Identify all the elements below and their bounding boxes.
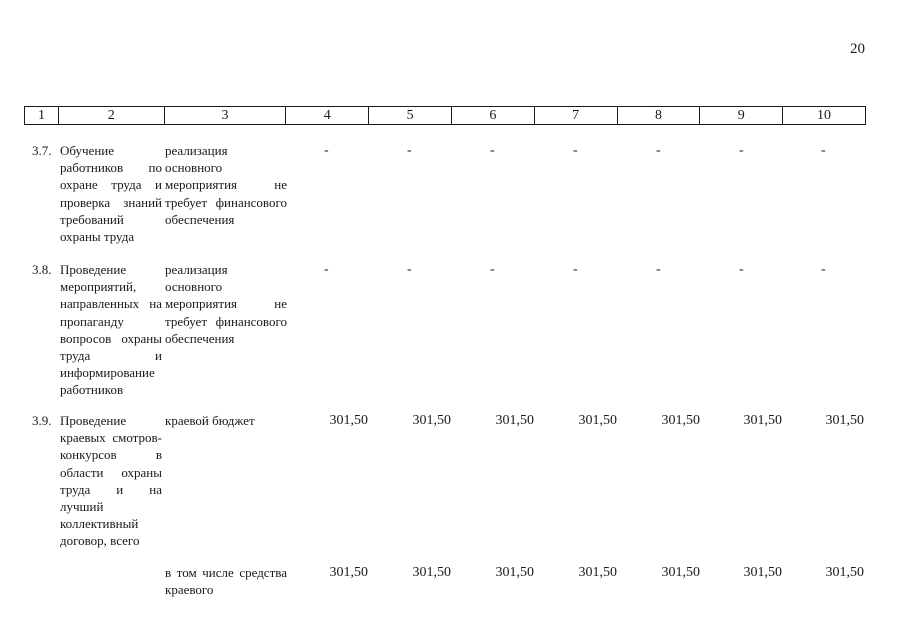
row-funding-source: краевой бюджет: [165, 413, 255, 428]
row-number: 3.8.: [32, 262, 52, 277]
value-col-6: -: [490, 143, 495, 158]
value-col-6: 301,50: [495, 565, 534, 580]
value-col-7: -: [573, 262, 578, 277]
value-col-8: -: [656, 262, 661, 277]
value-col-10: 301,50: [825, 565, 864, 580]
row-funding-source: в том числе средства краевого: [165, 565, 287, 598]
value-col-7: 301,50: [578, 565, 617, 580]
header-cell-9: 9: [700, 107, 783, 124]
header-cell-4: 4: [286, 107, 369, 124]
value-col-4: 301,50: [329, 565, 368, 580]
row-activity-name: Проведение краевых смотров-конкурсов в области охраны труда и на лучший коллективный договор, всего: [60, 413, 162, 549]
value-col-5: -: [407, 143, 412, 158]
value-col-10: -: [821, 262, 826, 277]
header-cell-2: 2: [59, 107, 165, 124]
header-cell-8: 8: [618, 107, 701, 124]
header-cell-10: 10: [817, 108, 832, 123]
value-col-5: -: [407, 262, 412, 277]
header-cell-7: 7: [535, 107, 618, 124]
value-col-8: 301,50: [661, 565, 700, 580]
value-col-5: 301,50: [412, 413, 451, 428]
value-col-6: -: [490, 262, 495, 277]
row-funding-source: реализация основного мероприятия не требует финансового обеспечения: [165, 262, 287, 346]
row-funding-source: реализация основного мероприятия не требует финансового обеспечения: [165, 143, 287, 227]
value-col-10: 301,50: [825, 413, 864, 428]
value-col-9: -: [739, 262, 744, 277]
value-col-7: -: [573, 143, 578, 158]
value-col-9: 301,50: [743, 565, 782, 580]
header-cell-1: 1: [25, 107, 59, 124]
table-header-row: [24, 106, 866, 125]
value-col-8: 301,50: [661, 413, 700, 428]
value-col-6: 301,50: [495, 413, 534, 428]
value-col-5: 301,50: [412, 565, 451, 580]
page-number: 20: [850, 41, 865, 57]
value-col-4: -: [324, 262, 329, 277]
value-col-7: 301,50: [578, 413, 617, 428]
value-col-9: 301,50: [743, 413, 782, 428]
row-number: 3.7.: [32, 143, 52, 158]
value-col-10: -: [821, 143, 826, 158]
row-activity-name: Обучение работников по охране труда и проверка знаний требований охраны труда: [60, 143, 162, 245]
value-col-4: 301,50: [329, 413, 368, 428]
header-cell-3: 3: [165, 107, 287, 124]
value-col-9: -: [739, 143, 744, 158]
row-activity-name: Проведение мероприятий, направленных на пропаганду вопросов охраны труда и информирование работников: [60, 262, 162, 398]
value-col-8: -: [656, 143, 661, 158]
row-number: 3.9.: [32, 413, 52, 428]
header-cell-5: 5: [369, 107, 452, 124]
header-cell-6: 6: [452, 107, 535, 124]
value-col-4: -: [324, 143, 329, 158]
